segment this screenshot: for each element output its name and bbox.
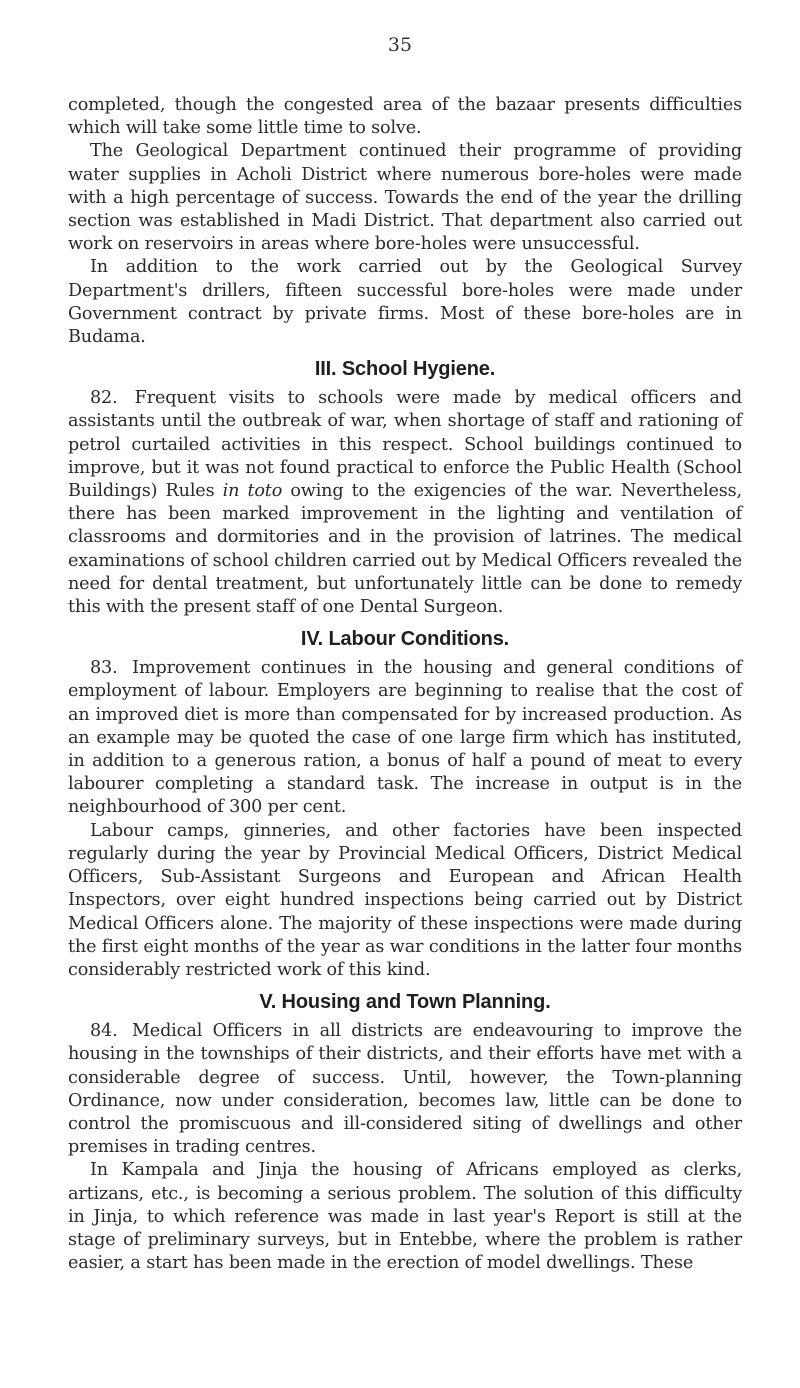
paragraph-kampala-jinja: In Kampala and Jinja the housing of Africans employed as clerks, artizans, etc., is becoming a serious problem. The solution of this difficulty in Jinja, to which reference was made in last year's Report is still at the stage of preliminary surveys, but in Entebbe, where the problem is rather easier, a start has been made in the erection of model dwellings. These	[68, 1160, 742, 1274]
paragraph-83-text: Improvement continues in the housing and general conditions of employment of labour. Employers are beginning to realise that the cost of an improved diet is more than compensated for by increased production. As an example may be quoted the case of one large firm which has instituted, in addition to a generous ration, a bonus of half a pound of meat to every labourer completing a standard task. The increase in output is in the neighbourhood of 300 per cent.	[68, 658, 742, 818]
paragraph-82-text-a: Frequent visits to schools were made by medical officers and assistants until the outbreak of war, when shortage of staff and rationing of petrol curtailed activities in this respect. School buildings continued to improve, but it was not found practical to enforce the Public Health (School Buildings) Rules	[68, 388, 742, 502]
paragraph-83-number: 83.	[90, 658, 118, 679]
heading-housing-town-planning: V. Housing and Town Planning.	[259, 991, 551, 1014]
page-body	[68, 94, 742, 1275]
page-number: 35	[387, 34, 413, 56]
paragraph-84-number: 84.	[90, 1021, 118, 1042]
paragraph-geological-department: The Geological Department continued their programme of providing water supplies in Acholi District where numerous bore-holes were made with a high percentage of success. Towards the end of the year the drilling section was established in Madi District. That department also carried out work on reservoirs in areas where bore-holes were unsuccessful.	[68, 141, 742, 255]
paragraph-82-italic: in toto	[222, 481, 283, 502]
paragraph-bore-holes: In addition to the work carried out by the Geological Survey Department's drillers, fifteen successful bore-holes were made under Government contract by private firms. Most of these bore-holes are in Budama.	[68, 257, 742, 348]
paragraph-82-text-b: owing to the exigencies of the war. Nevertheless, there has been marked improvement in the lighting and ventilation of classrooms and dormitories and in the provision of latrines. The medical examinations of school children carried out by Medical Officers revealed the need for dental treatment, but unfortunately little can be done to remedy this with the present staff of one Dental Surgeon.	[68, 481, 743, 618]
paragraph-84	[68, 1020, 742, 1159]
paragraph-82-number: 82.	[90, 388, 118, 409]
paragraph-83	[68, 657, 742, 819]
paragraph-84-text: Medical Officers in all districts are endeavouring to improve the housing in the townships of their districts, and their efforts have met with a considerable degree of success. Until, however, the Town-planning Ordinance, now under consideration, becomes law, little can be done to control the promiscuous and ill-considered siting of dwellings and other premises in trading centres.	[68, 1021, 742, 1158]
heading-school-hygiene: III. School Hygiene.	[314, 358, 496, 381]
paragraph-82	[68, 387, 742, 619]
paragraph-labour-camps: Labour camps, ginneries, and other factories have been inspected regularly during the year by Provincial Medical Officers, District Medical Officers, Sub-Assistant Surgeons and European and African Health Inspectors, over eight hundred inspections being carried out by District Medical Officers alone. The majority of these inspections were made during the first eight months of the year as war conditions in the latter four months considerably restricted work of this kind.	[68, 820, 742, 980]
heading-labour-conditions: IV. Labour Conditions.	[300, 628, 510, 651]
paragraph-bazaar: completed, though the congested area of the bazaar presents difficulties which will take some little time to solve.	[68, 95, 742, 139]
